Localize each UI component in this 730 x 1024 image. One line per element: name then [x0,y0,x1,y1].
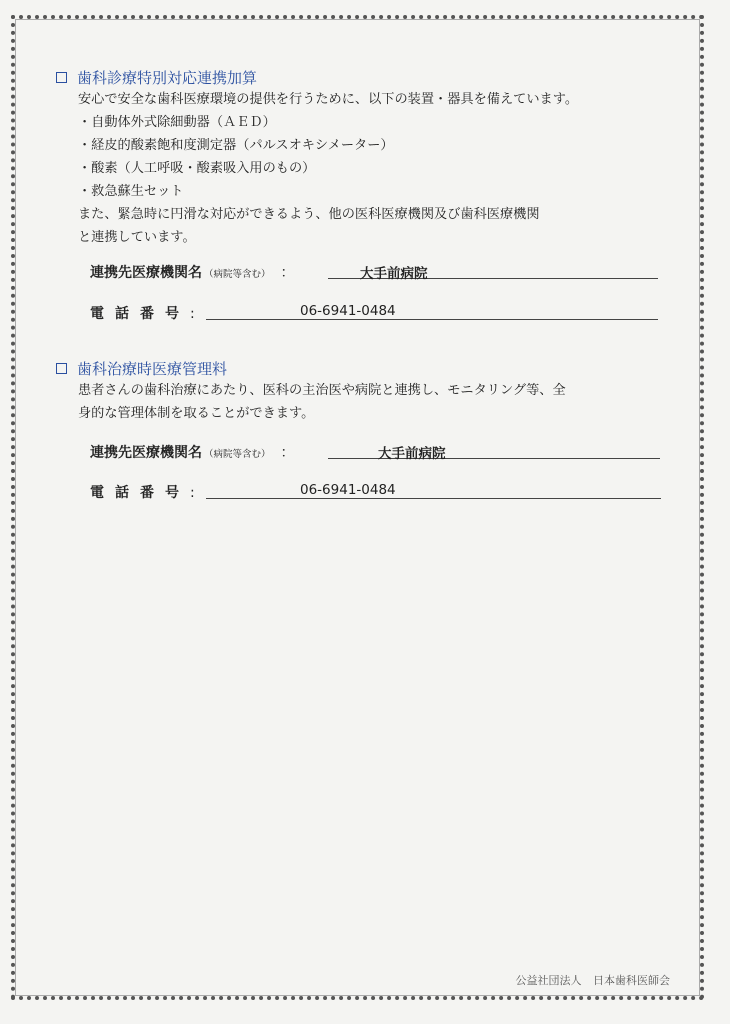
phone-field [90,482,201,502]
equipment-item: ・自動体外式除細動器（ＡＥＤ） [78,115,276,130]
phone-colon: : [190,306,195,322]
section-title [56,66,676,88]
checkbox-icon[interactable] [56,363,67,374]
body-text: 患者さんの歯科治療にあたり、医科の主治医や病院と連携し、モニタリング等、全 [78,383,566,398]
section-title [56,357,676,379]
section-title-text: 歯科治療時医療管理料 [77,359,228,378]
partner-note: （病院等含む） [204,269,271,280]
section-special-care-liaison [56,66,676,249]
phone-field [90,303,201,323]
phone-underline [206,478,661,499]
partner-label: 連携先医療機関名 [90,445,202,461]
equipment-item: ・酸素（人工呼吸・酸素吸入用のもの） [78,161,316,176]
closing-text: と連携しています。 [78,230,196,245]
section-body [56,379,676,425]
equipment-item: ・救急蘇生セット [78,184,184,199]
partner-note: （病院等含む） [204,449,271,460]
partner-value: 大手前病院 [378,446,446,462]
phone-value: 06-6941-0484 [300,482,396,498]
section-title-text: 歯科診療特別対応連携加算 [77,68,258,87]
intro-text: 安心で安全な歯科医療環境の提供を行うために、以下の装置・器具を備えています。 [78,92,579,107]
checkbox-icon[interactable] [56,72,67,83]
body-text: 身的な管理体制を取ることができます。 [78,406,315,421]
footer-association: 公益社団法人 日本歯科医師会 [515,974,670,987]
closing-text: また、緊急時に円滑な対応ができるよう、他の医科医療機関及び歯科医療機関 [78,207,540,222]
section-medical-management [56,357,676,425]
partner-label: 連携先医療機関名 [90,265,202,281]
partner-colon: ： [280,265,295,281]
phone-label: 電話番号 [90,306,190,322]
partner-field [90,442,301,462]
partner-value: 大手前病院 [360,266,428,282]
phone-colon: : [190,485,195,501]
equipment-item: ・経皮的酸素飽和度測定器（パルスオキシメーター） [78,138,394,153]
phone-label: 電話番号 [90,485,190,501]
partner-colon: ： [280,445,295,461]
phone-underline [206,299,658,320]
partner-field [90,262,301,282]
section-body [56,88,676,249]
phone-value: 06-6941-0484 [300,303,396,319]
